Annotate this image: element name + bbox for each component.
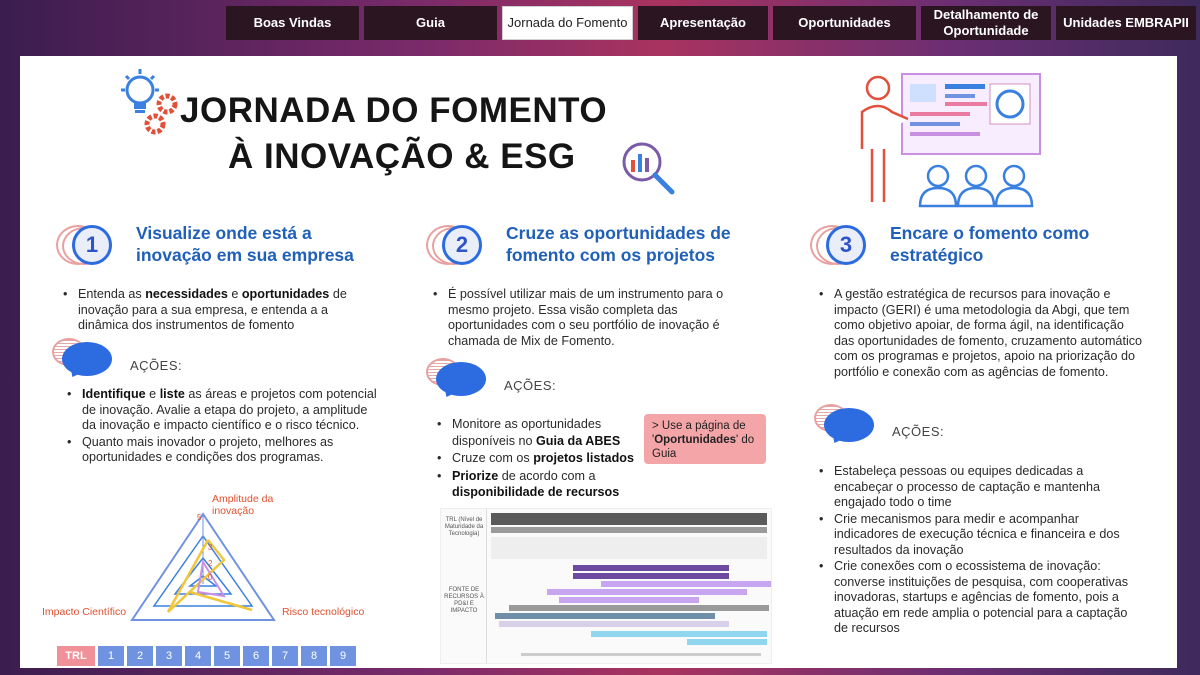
magnifier-chart-icon bbox=[616, 136, 682, 200]
nav-oportunidades[interactable]: Oportunidades bbox=[773, 6, 916, 40]
step-3-actions bbox=[814, 464, 1144, 638]
step-2-header bbox=[426, 222, 766, 266]
trl-level: 2 bbox=[127, 646, 153, 666]
step-number: 1 bbox=[72, 225, 112, 265]
trl-level: 7 bbox=[272, 646, 298, 666]
nav-boas-vindas[interactable]: Boas Vindas bbox=[226, 6, 359, 40]
step-1-actions bbox=[62, 387, 377, 467]
svg-text:0: 0 bbox=[208, 573, 213, 582]
page-title-line2: À INOVAÇÃO & ESG bbox=[228, 137, 576, 176]
step-2-actions bbox=[432, 416, 652, 502]
step-title: Visualize onde está a inovação em sua empresa bbox=[136, 223, 354, 265]
step-number-badge bbox=[810, 223, 878, 265]
mix-left-labels bbox=[441, 509, 487, 663]
speech-bubble-icon bbox=[426, 356, 492, 400]
svg-text:5: 5 bbox=[197, 513, 202, 522]
trl-level: 1 bbox=[98, 646, 124, 666]
list-item: • Crie conexões com o ecossistema de inovação: converse instituições de pesquisa, com cooperativas inovadoras, startups e agências de fomento, pois a atuação em rede amplia o potencial para a captação de recursos bbox=[814, 559, 1144, 637]
list-item: • Crie mecanismos para medir e acompanhar indicadores de execução técnica e financeira e dos resultados da inovação bbox=[814, 512, 1144, 559]
radar-chart bbox=[128, 510, 278, 624]
nav-unidades-embrapii[interactable]: Unidades EMBRAPII bbox=[1056, 6, 1196, 40]
trl-level: 5 bbox=[214, 646, 240, 666]
trl-level: 9 bbox=[330, 646, 356, 666]
list-item: • Priorize de acordo com a disponibilidade de recursos bbox=[432, 468, 652, 501]
mix-de-fomento-figure bbox=[440, 508, 772, 664]
step-3-header bbox=[810, 222, 1130, 266]
nav-detalhamento-de-oportunidade[interactable]: Detalhamento de Oportunidade bbox=[921, 6, 1051, 40]
step-1-header bbox=[56, 222, 386, 266]
nav-jornada-do-fomento[interactable]: Jornada do Fomento bbox=[502, 6, 633, 40]
step-number-badge bbox=[426, 223, 494, 265]
trl-level: 8 bbox=[301, 646, 327, 666]
mix-trl-label: TRL (Nível de Maturidade da Tecnologia) bbox=[444, 517, 484, 537]
list-item: • É possível utilizar mais de um instrumento para o mesmo projeto. Essa visão completa das oportunidades com o seu portfólio de inovação é chamada de Mix de Fomento. bbox=[428, 287, 758, 349]
trl-scale bbox=[57, 646, 356, 666]
radar-label-left: Impacto Científico bbox=[42, 606, 127, 618]
step-number: 3 bbox=[826, 225, 866, 265]
acoes-label: AÇÕES: bbox=[504, 377, 557, 393]
step-3-intro bbox=[814, 287, 1144, 381]
trl-level: 3 bbox=[156, 646, 182, 666]
list-item: • Identifique e liste as áreas e projetos com potencial de inovação. Avalie a etapa do projeto, a amplitude da inovação e impacto científico e o risco técnico. bbox=[62, 387, 377, 434]
trl-level: 4 bbox=[185, 646, 211, 666]
nav-guia[interactable]: Guia bbox=[364, 6, 497, 40]
oportunidades-callout: > Use a página de 'Oportunidades' do Guia bbox=[644, 414, 766, 464]
radar-label-top: Amplitude da inovação bbox=[212, 493, 274, 517]
lightbulb-gears-icon bbox=[115, 66, 185, 138]
step-1-intro bbox=[58, 287, 368, 335]
list-item: • Monitore as oportunidades disponíveis no Guia da ABES bbox=[432, 416, 652, 449]
page-title-line1: JORNADA DO FOMENTO bbox=[180, 91, 608, 130]
svg-text:2: 2 bbox=[208, 559, 213, 568]
trl-level: 6 bbox=[243, 646, 269, 666]
main-panel bbox=[20, 56, 1177, 668]
svg-text:3: 3 bbox=[208, 543, 213, 552]
list-item: • A gestão estratégica de recursos para inovação e impacto (GERI) é uma metodologia da Abgi, que tem como objetivo apoiar, de forma ágil, na identificação das oportunidades de fomento, cruzamento automático com os programas e projetos, apoio na priorização do portfólio e conexão com as agências de fomento. bbox=[814, 287, 1144, 380]
list-item: • Cruze com os projetos listados bbox=[432, 450, 652, 467]
acoes-heading bbox=[814, 402, 944, 446]
top-nav bbox=[226, 6, 1196, 40]
nav-apresentacao[interactable]: Apresentação bbox=[638, 6, 768, 40]
step-2-intro bbox=[428, 287, 758, 350]
step-number: 2 bbox=[442, 225, 482, 265]
speech-bubble-icon bbox=[52, 336, 118, 380]
page-title bbox=[180, 88, 607, 180]
presentation-illustration bbox=[850, 64, 1046, 214]
acoes-label: AÇÕES: bbox=[130, 357, 183, 373]
mix-fonte-label: FONTE DE RECURSOS À PD&I E IMPACTO bbox=[444, 587, 484, 614]
acoes-heading bbox=[52, 336, 182, 380]
list-item: • Quanto mais inovador o projeto, melhores as oportunidades e condições dos programas. bbox=[62, 435, 377, 466]
step-title: Cruze as oportunidades de fomento com os projetos bbox=[506, 223, 731, 265]
trl-label: TRL bbox=[57, 646, 95, 666]
acoes-heading bbox=[426, 356, 556, 400]
list-item: • Estabeleça pessoas ou equipes dedicadas a encabeçar o processo de captação e mantenha engajado todo o time bbox=[814, 464, 1144, 511]
step-number-badge bbox=[56, 223, 124, 265]
step-title: Encare o fomento como estratégico bbox=[890, 223, 1090, 265]
list-item: • Entenda as necessidades e oportunidades de inovação para a sua empresa, e entenda a a dinâmica dos instrumentos de fomento bbox=[58, 287, 368, 334]
speech-bubble-icon bbox=[814, 402, 880, 446]
radar-label-right: Risco tecnológico bbox=[282, 606, 365, 618]
acoes-label: AÇÕES: bbox=[892, 423, 945, 439]
